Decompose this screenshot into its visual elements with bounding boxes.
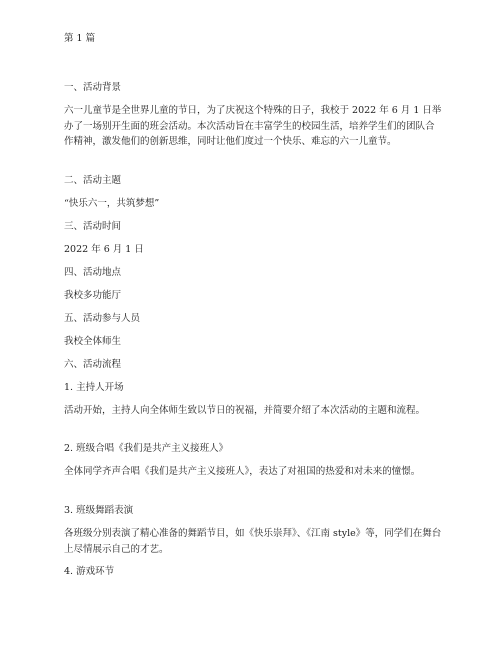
location-heading: 四、活动地点 (64, 267, 122, 278)
participants-text: 我校全体师生 (64, 336, 122, 347)
theme-heading: 二、活动主题 (64, 175, 122, 186)
step2-heading: 2. 班级合唱《我们是共产主义接班人》 (64, 443, 229, 454)
step4-heading: 4. 游戏环节 (64, 566, 115, 577)
step1-heading: 1. 主持人开场 (64, 382, 124, 393)
step3-heading: 3. 班级舞蹈表演 (64, 505, 134, 516)
theme-text: “快乐六一，共筑梦想” (64, 198, 160, 209)
chapter-title: 第 1 篇 (64, 33, 96, 44)
step2-paragraph: 全体同学齐声合唱《我们是共产主义接班人》，表达了对祖国的热爱和对未来的憧憬。 (64, 466, 421, 477)
time-heading: 三、活动时间 (64, 221, 122, 232)
step3-paragraph: 各班级分别表演了精心准备的舞蹈节目，如《快乐崇拜》、《江南 style》等，同学们在舞台上尽情展示自己的才艺。 (64, 528, 442, 555)
participants-heading: 五、活动参与人员 (64, 313, 141, 324)
location-text: 我校多功能厅 (64, 290, 122, 301)
time-text: 2022 年 6 月 1 日 (64, 244, 144, 255)
process-heading: 六、活动流程 (64, 359, 122, 370)
step1-paragraph: 活动开始，主持人向全体师生致以节日的祝福，并简要介绍了本次活动的主题和流程。 (64, 405, 426, 416)
background-heading: 一、活动背景 (64, 82, 122, 93)
background-paragraph: 六一儿童节是全世界儿童的节日，为了庆祝这个特殊的日子，我校于 2022 年 6 月 1 日举办了一场别开生面的班会活动。本次活动旨在丰富学生的校园生活，培养学生们的团队合作精神，激发他们的创新思维，同时让他们度过一个快乐、难忘的六一儿童节。 (64, 105, 442, 147)
